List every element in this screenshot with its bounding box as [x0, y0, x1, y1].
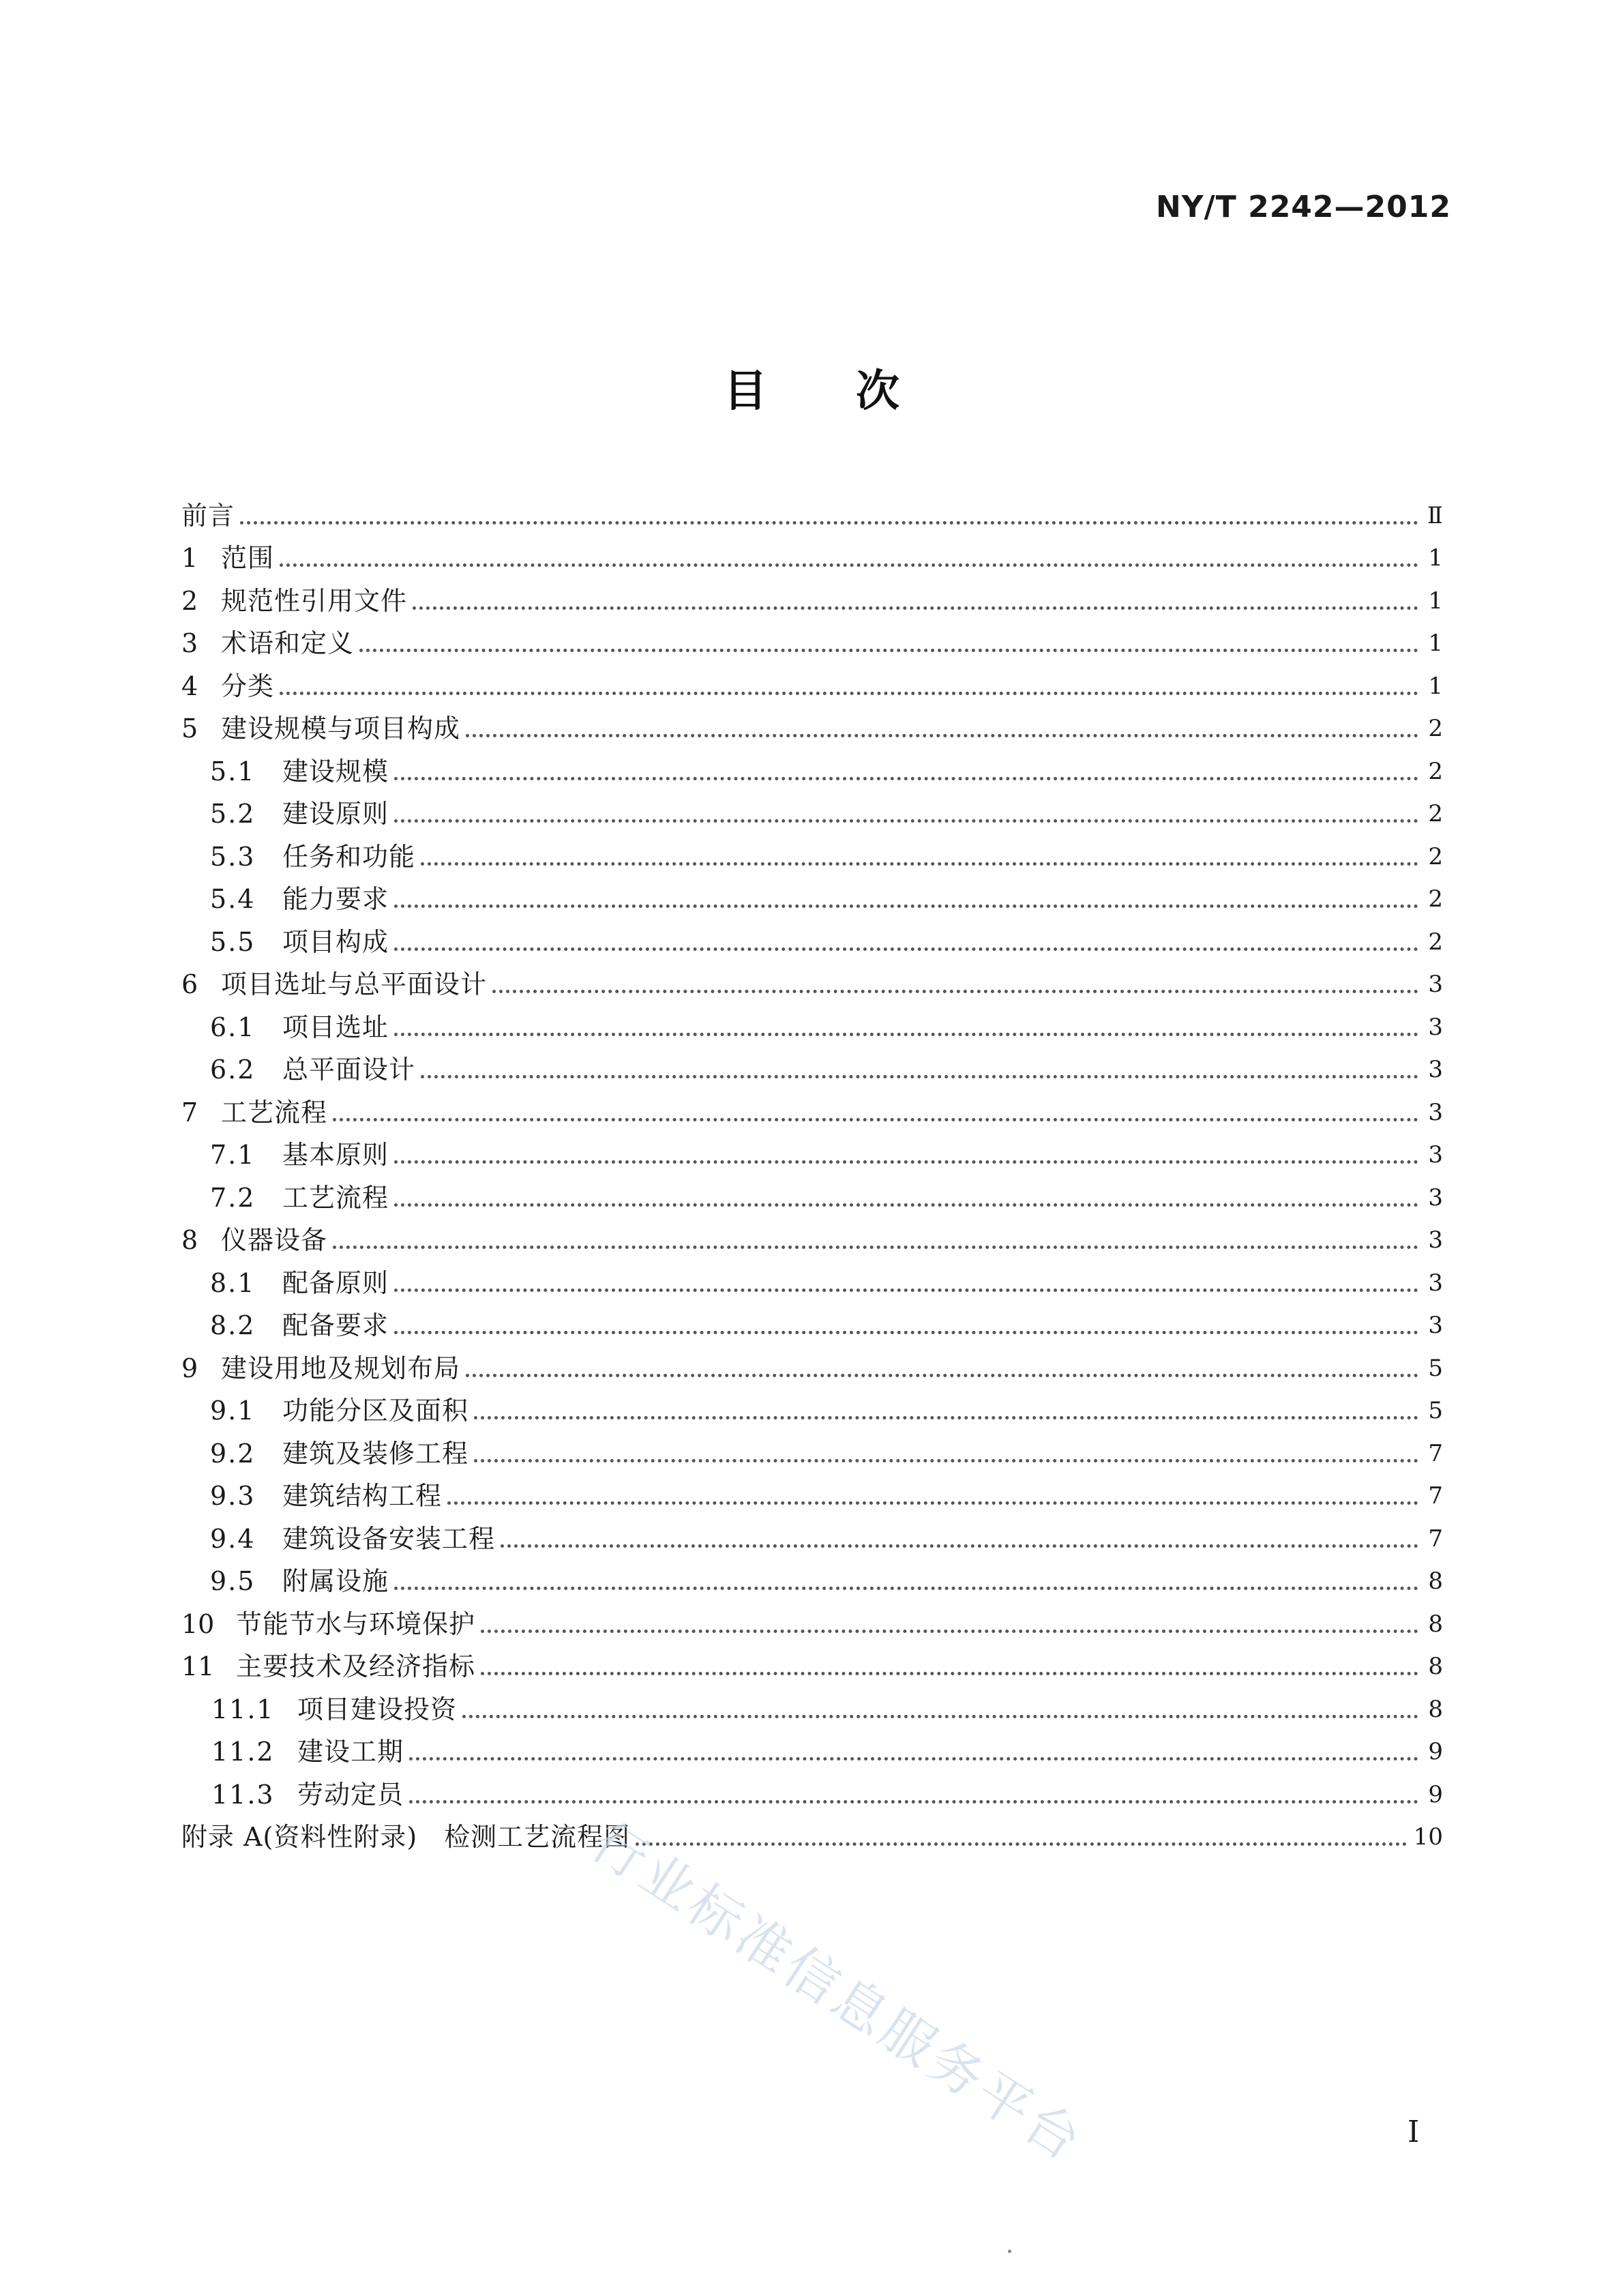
toc-text: 项目选址 [282, 1012, 389, 1042]
toc-text: 建筑设备安装工程 [282, 1523, 496, 1554]
toc-page: 1 [1428, 672, 1443, 700]
toc-text: 主要技术及经济指标 [236, 1651, 476, 1681]
toc-page: 1 [1428, 544, 1443, 572]
toc-number: 8.2 [210, 1310, 256, 1340]
toc-number: 9.2 [210, 1438, 256, 1469]
toc-text: 前言 [181, 500, 235, 531]
toc-entry-5-1[interactable] [181, 746, 1443, 789]
toc-page: 7 [1428, 1482, 1443, 1510]
toc-leader [481, 1630, 1418, 1633]
toc-number: 8.1 [210, 1267, 256, 1298]
toc-leader [240, 521, 1418, 525]
toc-number: 6.2 [210, 1055, 256, 1085]
toc-entry-6-1[interactable] [181, 1001, 1443, 1044]
toc-page: 2 [1428, 842, 1443, 870]
toc-number: 6 [181, 969, 198, 999]
toc-text: 建设原则 [282, 799, 389, 829]
toc-text: 任务和功能 [282, 841, 416, 872]
toc-number: 5.2 [210, 799, 256, 829]
toc-page: 3 [1428, 1141, 1443, 1168]
toc-page: 2 [1428, 800, 1443, 827]
scan-speck [1008, 2250, 1011, 2253]
toc-text: 建设工期 [297, 1737, 404, 1767]
toc-number: 9.1 [210, 1396, 256, 1426]
toc-leader [333, 1118, 1418, 1121]
toc-page: 1 [1428, 630, 1443, 657]
toc-text: 能力要求 [282, 884, 389, 914]
toc-page: 8 [1428, 1568, 1443, 1595]
toc-page: 3 [1428, 971, 1443, 998]
toc-leader [394, 777, 1418, 780]
toc-text: 工艺流程 [282, 1182, 389, 1213]
toc-entry-11[interactable] [181, 1641, 1443, 1684]
toc-entry-4[interactable] [181, 660, 1443, 703]
toc-text: 项目选址与总平面设计 [221, 969, 488, 999]
toc-entry-5-5[interactable] [181, 916, 1443, 959]
toc-entry-5[interactable] [181, 703, 1443, 746]
toc-page: 7 [1428, 1439, 1443, 1467]
toc-text: 分类 [221, 671, 275, 701]
toc-entry-2[interactable] [181, 575, 1443, 618]
toc-leader [394, 819, 1418, 823]
toc-text: 基本原则 [282, 1140, 389, 1170]
watermark: 行业标准信息服务平台 [580, 1811, 1095, 2175]
toc-page: 5 [1428, 1354, 1443, 1382]
toc-text: 节能节水与环境保护 [236, 1608, 476, 1639]
toc-leader [280, 563, 1418, 567]
toc-leader [394, 947, 1418, 951]
toc-page: 3 [1428, 1056, 1443, 1083]
toc-text: 仪器设备 [221, 1225, 328, 1255]
toc-page: 8 [1428, 1695, 1443, 1723]
toc-text: 配备原则 [282, 1267, 389, 1298]
toc-number: 9.4 [210, 1523, 256, 1554]
toc-leader [409, 1800, 1418, 1804]
toc-number: 5.5 [210, 926, 256, 957]
toc-page: 9 [1428, 1738, 1443, 1765]
toc-leader [447, 1501, 1418, 1505]
toc-number: 11 [181, 1651, 215, 1681]
toc-number: 8 [181, 1225, 198, 1255]
toc-number: 2 [181, 585, 198, 616]
toc-number: 10 [181, 1608, 215, 1639]
toc-number: 7.1 [210, 1140, 256, 1170]
page-title: 目次 [724, 366, 988, 417]
toc-entry-7[interactable] [181, 1087, 1443, 1130]
toc-text: 工艺流程 [221, 1097, 328, 1128]
toc-entry-9-5[interactable] [181, 1556, 1443, 1599]
document-code: NY/T 2242—2012 [1155, 190, 1451, 224]
toc-entry-6[interactable] [181, 959, 1443, 1002]
toc-leader [394, 1587, 1418, 1590]
toc-leader [421, 1075, 1418, 1078]
toc-number: 9.5 [210, 1566, 256, 1596]
toc-page: 2 [1428, 757, 1443, 785]
toc-leader [413, 606, 1418, 610]
toc-page: 2 [1428, 715, 1443, 742]
toc-leader [359, 649, 1418, 652]
toc-entry-11-3[interactable] [181, 1769, 1443, 1812]
toc-number: 6.1 [210, 1012, 256, 1042]
toc-leader [636, 1842, 1407, 1846]
toc-page: 7 [1428, 1525, 1443, 1552]
toc-number: 1 [181, 543, 198, 573]
toc-number: 5.1 [210, 756, 256, 786]
toc-entry-9-4[interactable] [181, 1513, 1443, 1556]
toc-leader [466, 734, 1418, 737]
toc-entry-10[interactable] [181, 1598, 1443, 1641]
toc-number: 11.3 [211, 1779, 275, 1810]
toc-text: 功能分区及面积 [282, 1396, 469, 1426]
toc-entry-8-1[interactable] [181, 1257, 1443, 1300]
toc-text: 建设规模 [282, 756, 389, 786]
toc-entry-11-1[interactable] [181, 1683, 1443, 1726]
toc-page: Ⅱ [1427, 501, 1443, 529]
toc-text: 术语和定义 [221, 628, 355, 658]
toc-leader [466, 1374, 1418, 1377]
toc-leader [394, 904, 1418, 908]
toc-leader [481, 1672, 1418, 1675]
toc-entry-9-3[interactable] [181, 1471, 1443, 1514]
toc-text: 附属设施 [282, 1566, 389, 1596]
toc-leader [492, 990, 1418, 993]
toc-leader [394, 1331, 1418, 1334]
toc-text: 劳动定员 [297, 1779, 404, 1810]
toc-page: 10 [1413, 1823, 1443, 1851]
toc-text: 总平面设计 [282, 1055, 416, 1085]
toc-text: 建设用地及规划布局 [221, 1353, 461, 1383]
toc-leader [501, 1544, 1418, 1548]
toc-text: 配备要求 [282, 1310, 389, 1340]
toc-text: 附录 A(资料性附录) 检测工艺流程图 [181, 1822, 631, 1852]
toc-entry-8-2[interactable] [181, 1300, 1443, 1343]
toc-leader [394, 1160, 1418, 1164]
toc-entry-foreword[interactable] [181, 490, 1443, 533]
toc-entry-9[interactable] [181, 1342, 1443, 1385]
toc-leader [280, 692, 1418, 695]
toc-text: 建筑结构工程 [282, 1481, 443, 1511]
toc-entry-3[interactable] [181, 618, 1443, 661]
toc-leader [474, 1416, 1418, 1419]
toc-entry-appendix-a[interactable] [181, 1812, 1443, 1855]
toc-page: 3 [1428, 1269, 1443, 1297]
toc-page: 3 [1428, 1098, 1443, 1126]
toc-number: 7 [181, 1097, 198, 1128]
toc-leader [462, 1715, 1418, 1718]
page-number: I [1408, 2115, 1420, 2149]
toc-page: 5 [1428, 1397, 1443, 1424]
toc-entry-8[interactable] [181, 1215, 1443, 1258]
toc-entry-9-1[interactable] [181, 1385, 1443, 1428]
toc-entry-5-3[interactable] [181, 831, 1443, 874]
toc-text: 建设规模与项目构成 [221, 713, 461, 744]
toc-page: 3 [1428, 1226, 1443, 1254]
toc-page: 8 [1428, 1653, 1443, 1680]
toc-text: 项目构成 [282, 926, 389, 957]
toc-leader [394, 1033, 1418, 1036]
toc-text: 建筑及装修工程 [282, 1438, 469, 1469]
toc-number: 3 [181, 628, 198, 658]
toc-number: 9.3 [210, 1481, 256, 1511]
toc-number: 11.1 [211, 1694, 275, 1724]
toc-number: 5 [181, 713, 198, 744]
toc-entry-1[interactable] [181, 533, 1443, 576]
toc-entry-7-2[interactable] [181, 1172, 1443, 1215]
toc-number: 9 [181, 1353, 198, 1383]
toc-leader [474, 1459, 1418, 1462]
toc-entry-7-1[interactable] [181, 1130, 1443, 1173]
toc-leader [409, 1757, 1418, 1761]
table-of-contents [181, 490, 1443, 1854]
toc-page: 2 [1428, 885, 1443, 913]
toc-leader [394, 1203, 1418, 1207]
toc-page: 2 [1428, 928, 1443, 956]
toc-number: 7.2 [210, 1182, 256, 1213]
toc-entry-11-2[interactable] [181, 1726, 1443, 1769]
toc-leader [421, 862, 1418, 866]
toc-number: 11.2 [211, 1737, 275, 1767]
toc-page: 3 [1428, 1312, 1443, 1339]
toc-entry-9-2[interactable] [181, 1428, 1443, 1471]
toc-entry-5-2[interactable] [181, 789, 1443, 831]
toc-text: 规范性引用文件 [221, 585, 408, 616]
toc-page: 9 [1428, 1780, 1443, 1808]
toc-text: 范围 [221, 543, 275, 573]
toc-number: 5.3 [210, 841, 256, 872]
toc-entry-6-2[interactable] [181, 1044, 1443, 1087]
toc-page: 8 [1428, 1610, 1443, 1638]
toc-leader [394, 1289, 1418, 1292]
toc-number: 4 [181, 671, 198, 701]
toc-entry-5-4[interactable] [181, 874, 1443, 917]
toc-page: 3 [1428, 1013, 1443, 1041]
toc-number: 5.4 [210, 884, 256, 914]
toc-text: 项目建设投资 [297, 1694, 458, 1724]
toc-page: 3 [1428, 1183, 1443, 1211]
toc-leader [333, 1246, 1418, 1249]
toc-page: 1 [1428, 587, 1443, 615]
